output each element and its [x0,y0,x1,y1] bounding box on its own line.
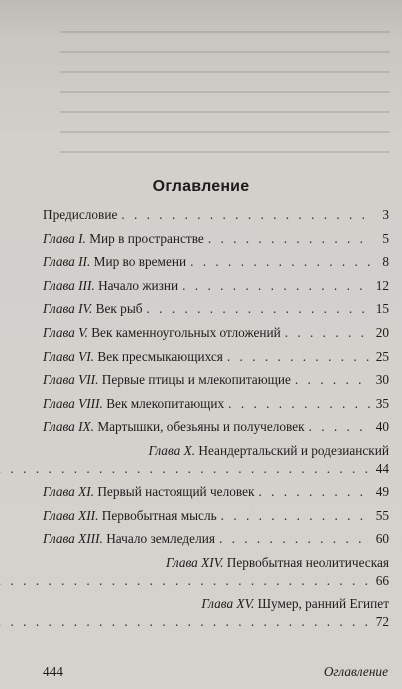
toc-entry-page: 5 [382,230,389,246]
toc-entry-title: Век пресмыкающихся [97,348,223,364]
toc-entry-title: Предисловие [43,207,118,222]
chapter-label: Глава XII. [43,507,99,523]
chapter-label: Глава XV. [201,595,255,611]
toc-entry-title: Первобытная мысль [101,507,217,523]
toc-entry-chapter-13[interactable] [43,530,389,548]
bleed-through-text [60,20,390,170]
leader-dots [121,206,371,224]
toc-entry-page: 40 [375,419,389,435]
chapter-label: Глава XI. [43,483,94,499]
toc-entry-page: 55 [375,507,389,523]
toc-entry-title: Век рыб [95,301,143,317]
toc-entry-title: Начало жизни [98,277,179,293]
toc-entry-page: 30 [375,372,389,388]
chapter-label: Глава VII. [43,372,99,388]
running-title: Оглавление [323,664,388,679]
toc-entry-chapter-15[interactable] [43,595,389,631]
toc-entry-page: 25 [375,348,389,364]
leader-dots [0,460,371,478]
chapter-label: Глава IX. [43,419,94,435]
toc-entry-chapter-9[interactable] [43,418,389,436]
toc-entry-page: 35 [375,395,389,411]
leader-dots [285,324,371,342]
chapter-label: Глава I. [43,230,86,246]
toc-entry-page: 72 [375,613,389,629]
toc-entry-chapter-2[interactable] [43,253,389,271]
toc-entry-page: 66 [375,572,389,588]
leader-dots [295,371,371,389]
toc-entry-page: 3 [382,207,389,222]
toc-entry-title: Начало земледелия [106,531,215,547]
toc-entry-chapter-6[interactable] [43,348,389,366]
chapter-label: Глава XIV. [166,554,224,570]
toc-entry-page: 49 [375,483,389,499]
toc-entry-title: Первый настоящий человек [97,483,255,499]
toc-entry-chapter-4[interactable] [43,300,389,318]
toc-entry-title: Мир в пространстве [89,230,204,246]
toc-entry-chapter-10[interactable] [43,442,389,478]
leader-dots [258,483,371,501]
toc-entry-chapter-14[interactable] [43,554,389,590]
chapter-label: Глава III. [43,277,95,293]
toc-entry-title: Первые птицы и млекопитающие [101,372,291,388]
toc-entry-chapter-7[interactable] [43,371,389,389]
leader-dots [190,253,371,271]
page-number: 444 [43,664,63,679]
leader-dots [147,300,371,318]
toc-entry-title-line1: Неандертальский и родезианский [198,442,389,458]
toc-entry-chapter-12[interactable] [43,507,389,525]
page-title: Оглавление [152,178,250,195]
table-of-contents [43,206,389,636]
toc-entry-chapter-8[interactable] [43,395,389,413]
toc-entry-title-line1: Первобытная неолитическая [226,554,389,570]
toc-entry-page: 44 [375,460,389,476]
chapter-label: Глава VIII. [43,395,103,411]
toc-entry-chapter-11[interactable] [43,483,389,501]
leader-dots [0,572,371,590]
chapter-label: Глава V. [43,324,88,340]
toc-entry-page: 12 [375,277,389,293]
toc-entry-title: Век каменноугольных отложений [91,324,281,340]
chapter-label: Глава XIII. [43,531,103,547]
toc-entry-chapter-1[interactable] [43,230,389,248]
toc-entry-chapter-3[interactable] [43,277,389,295]
chapter-label: Глава VI. [43,348,94,364]
toc-entry-page: 60 [375,531,389,547]
toc-entry-page: 8 [382,254,389,270]
leader-dots [228,395,371,413]
toc-entry-chapter-5[interactable] [43,324,389,342]
toc-entry-preface[interactable] [43,206,389,224]
toc-entry-title-line1: Шумер, ранний Египет [257,595,389,611]
toc-entry-page: 15 [375,301,389,317]
toc-entry-title: Мир во времени [93,254,187,270]
chapter-label: Глава II. [43,254,91,270]
leader-dots [182,277,371,295]
leader-dots [0,613,371,631]
chapter-label: Глава IV. [43,301,93,317]
leader-dots [221,507,371,525]
toc-entry-title: Мартышки, обезьяны и получеловек [97,419,305,435]
leader-dots [309,418,371,436]
toc-entry-title: Век млекопитающих [106,395,225,411]
leader-dots [208,230,371,248]
leader-dots [219,530,371,548]
leader-dots [227,348,371,366]
toc-entry-page: 20 [375,324,389,340]
chapter-label: Глава X. [148,442,196,458]
